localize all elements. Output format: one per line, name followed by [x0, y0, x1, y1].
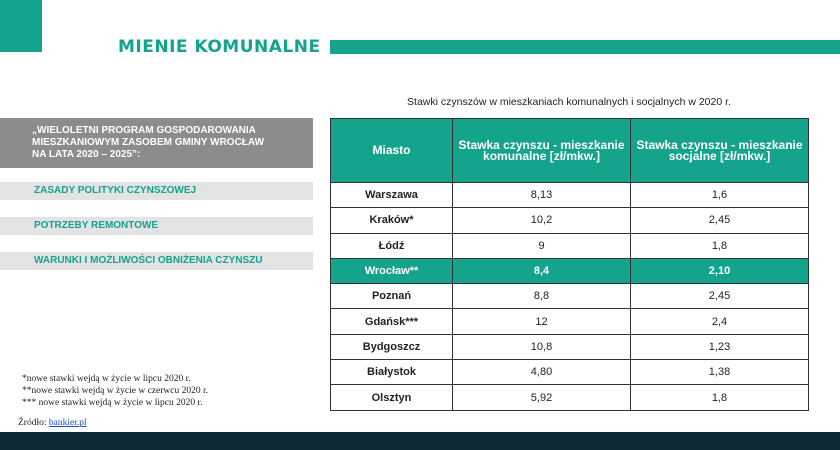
communal-rate-cell: 10,2: [453, 208, 631, 233]
sidebar-item-label: POTRZEBY REMONTOWE: [34, 220, 159, 231]
social-rate-cell: 1,8: [631, 385, 809, 410]
social-rate-cell: 1,6: [631, 183, 809, 208]
source-line: [18, 418, 87, 428]
column-header-social-rate: Stawka czynszu - mieszkanie socjalne [zł/mkw.]: [631, 119, 809, 183]
city-cell: Wrocław**: [331, 258, 453, 283]
sidebar-item-label: ZASADY POLITYKI CZYNSZOWEJ: [34, 185, 197, 196]
rent-rates-table: [330, 118, 809, 411]
table-row: [331, 208, 809, 233]
communal-rate-cell: 8,4: [453, 258, 631, 283]
social-rate-cell: 1,38: [631, 360, 809, 385]
table-caption: Stawki czynszów w mieszkaniach komunalnych i socjalnych w 2020 r.: [407, 96, 731, 108]
social-rate-cell: 2,4: [631, 309, 809, 334]
footnotes: [22, 373, 208, 409]
table-row: [331, 183, 809, 208]
city-cell: Poznań: [331, 284, 453, 309]
communal-rate-cell: 10,8: [453, 334, 631, 359]
social-rate-cell: 2,45: [631, 208, 809, 233]
table-row: [331, 309, 809, 334]
communal-rate-cell: 4,80: [453, 360, 631, 385]
sidebar-item-rent-reduction[interactable]: [0, 252, 313, 270]
table-row-highlighted: [331, 258, 809, 283]
column-header-city: Miasto: [331, 119, 453, 183]
communal-rate-cell: 5,92: [453, 385, 631, 410]
communal-rate-cell: 8,8: [453, 284, 631, 309]
footnote: *** nowe stawki wejdą w życie w lipcu 2020 r.: [22, 398, 203, 408]
bottom-bar: [0, 432, 840, 450]
city-cell: Łódź: [331, 233, 453, 258]
program-title-line: NA LATA 2020 – 2025”:: [32, 149, 141, 160]
column-header-communal-rate: Stawka czynszu - mieszkanie komunalne [zł/mkw.]: [453, 119, 631, 183]
footnote: *nowe stawki wejdą w życie w lipcu 2020 r.: [22, 374, 191, 384]
table-row: [331, 233, 809, 258]
sidebar-item-rent-policy[interactable]: [0, 182, 313, 200]
city-cell: Warszawa: [331, 183, 453, 208]
table-row: [331, 385, 809, 410]
table-row: [331, 334, 809, 359]
city-cell: Białystok: [331, 360, 453, 385]
city-cell: Bydgoszcz: [331, 334, 453, 359]
city-cell: Olsztyn: [331, 385, 453, 410]
table-row: [331, 284, 809, 309]
city-cell: Kraków*: [331, 208, 453, 233]
city-cell: Gdańsk***: [331, 309, 453, 334]
communal-rate-cell: 8,13: [453, 183, 631, 208]
social-rate-cell: 2,45: [631, 284, 809, 309]
social-rate-cell: 1,8: [631, 233, 809, 258]
social-rate-cell: 1,23: [631, 334, 809, 359]
table-header-row: [331, 119, 809, 183]
source-link[interactable]: bankier.pl: [48, 418, 87, 428]
table-row: [331, 360, 809, 385]
footnote: **nowe stawki wejdą w życie w czerwcu 2020 r.: [22, 386, 208, 396]
communal-rate-cell: 12: [453, 309, 631, 334]
communal-rate-cell: 9: [453, 233, 631, 258]
program-title-line: MIESZKANIOWYM ZASOBEM GMINY WROCŁAW: [32, 137, 265, 148]
corner-accent-square: [0, 0, 42, 52]
page-title: MIENIE KOMUNALNE: [118, 37, 321, 57]
program-title-line: „WIELOLETNI PROGRAM GOSPODAROWANIA: [32, 125, 256, 136]
title-accent-bar: [330, 40, 840, 54]
sidebar-item-renovation-needs[interactable]: [0, 217, 313, 235]
program-title-box: [0, 118, 313, 168]
social-rate-cell: 2,10: [631, 258, 809, 283]
source-label: Źródło:: [18, 418, 49, 428]
sidebar-item-label: WARUNKI I MOŻLIWOŚCI OBNIŻENIA CZYNSZU: [34, 255, 263, 266]
